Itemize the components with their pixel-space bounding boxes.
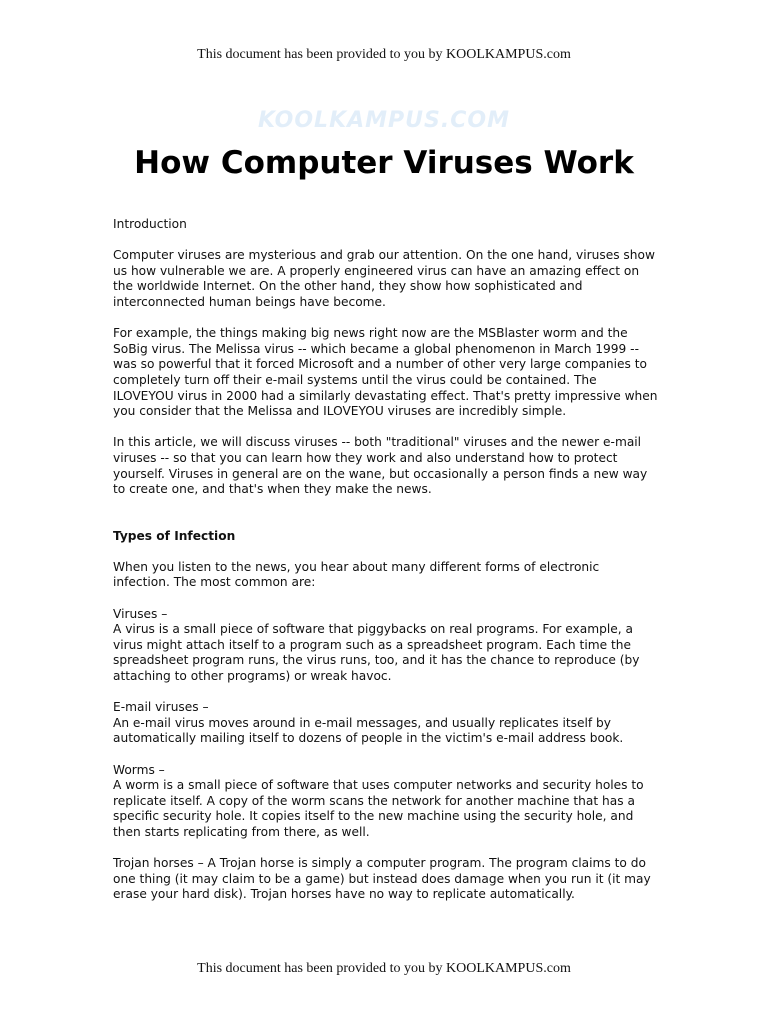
intro-paragraph: For example, the things making big news right now are the MSBlaster worm and the SoBig virus. The Melissa virus -- which became a global phenomenon in March 1999 -- was so powerful that it forced Microsoft and a number of other very large companies to completely turn off their e-mail systems until the virus could be contained. The ILOVEYOU virus in 2000 had a similarly devastating effect. That's pretty impressive when you consider that the Melissa and ILOVEYOU viruses are incredibly simple.: [113, 326, 658, 419]
infection-type-text: An e-mail virus moves around in e-mail messages, and usually replicates itself by automatically mailing itself to dozens of people in the victim's e-mail address book.: [113, 715, 624, 746]
footer-note: This document has been provided to you by KOOLKAMPUS.com: [197, 961, 571, 976]
intro-paragraph: Computer viruses are mysterious and grab our attention. On the one hand, viruses show us how vulnerable we are. A properly engineered virus can have an amazing effect on the worldwide Internet. On the other hand, they show how sophisticated and interconnected human beings have become.: [113, 248, 655, 309]
infection-type-label: Viruses –: [113, 606, 168, 621]
infection-type-email-viruses: [113, 700, 658, 747]
section-heading: Types of Infection: [113, 528, 236, 543]
infection-type-trojan-horses: Trojan horses – A Trojan horse is simply a computer program. The program claims to do one thing (it may claim to be a game) but instead does damage when you run it (it may erase your hard disk). Trojan horses have no way to replicate automatically.: [113, 856, 651, 902]
article-body: [113, 217, 658, 919]
infection-type-viruses: [113, 607, 658, 685]
intro-paragraph: In this article, we will discuss viruses -- both "traditional" viruses and the newer e-mail viruses -- so that you can learn how they work and also understand how to protect yourself. Viruses in general are on the wane, but occasionally a person finds a new way to create one, and that's when they make the news.: [113, 435, 648, 497]
infection-type-worms: [113, 763, 658, 841]
page-title: How Computer Viruses Work: [134, 145, 634, 181]
koolkampus-watermark-logo: KOOLKAMPUS.COM: [258, 108, 510, 133]
infection-type-label: Worms –: [113, 762, 165, 777]
section-intro: When you listen to the news, you hear about many different forms of electronic infection. The most common are:: [113, 559, 600, 590]
infection-type-text: A worm is a small piece of software that uses computer networks and security holes to replicate itself. A copy of the worm scans the network for another machine that has a specific security hole. It copies itself to the new machine using the security hole, and then starts replicating from there, as well.: [113, 778, 644, 839]
header-note: This document has been provided to you by KOOLKAMPUS.com: [197, 47, 571, 62]
infection-type-label: E-mail viruses –: [113, 700, 209, 715]
infection-type-text: A virus is a small piece of software that piggybacks on real programs. For example, a virus might attach itself to a program such as a spreadsheet program. Each time the spreadsheet program runs, the virus runs, too, and it has the chance to reproduce (by attaching to other programs) or wreak havoc.: [113, 622, 640, 684]
intro-label: Introduction: [113, 217, 187, 231]
